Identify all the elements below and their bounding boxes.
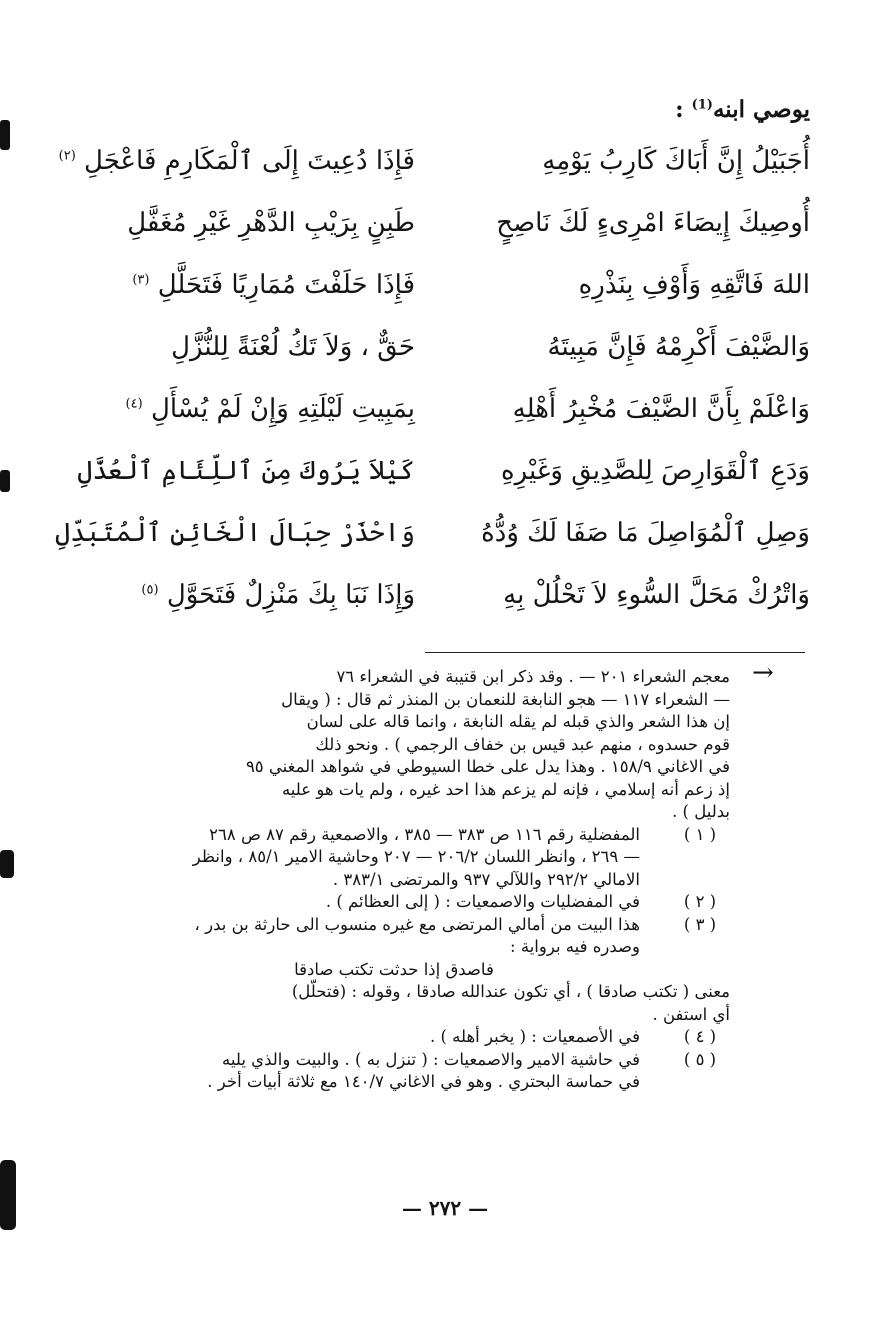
footnote-line: معجم الشعراء ٢٠١ — . وقد ذكر ابن قتيبة في الشعراء ٧٦ — [336, 667, 730, 686]
footnote-line: الامالي ٢٩٢/٢ واللآلي ٩٣٧ والمرتضى ٣٨٣/١ . — [332, 869, 640, 889]
scan-edge-mark — [0, 120, 10, 150]
first-hemistich: وَصِلِ ٱلْمُوَاصِلَ مَا صَفَا لَكَ وُدُّهُ — [481, 518, 810, 548]
second-hemistich — [55, 518, 415, 548]
verse — [60, 572, 810, 634]
first-hemistich: وَالضَّيْفَ أَكْرِمْهُ فَإِنَّ مَبِيتَهُ — [547, 332, 810, 362]
second-hemistich — [70, 270, 415, 300]
footnote-separator — [425, 652, 805, 653]
footnote-line: قوم حسدوه ، منهم عبد قيس بن خفاف الرجمي ) . ونحو ذلك — [315, 734, 730, 754]
footnotes — [58, 666, 730, 1094]
footnote-line: في المفضليات والاصمعيات : ( إلى العظائم ) . — [325, 892, 640, 911]
footnote-3 — [58, 914, 730, 959]
first-hemistich: وَاعْلَمْ بِأَنَّ الضَّيْفَ مُخْبِرُ أَهْلِهِ — [512, 394, 810, 424]
first-hemistich: وَدَعِ ٱلْقَوَارِصَ لِلصَّدِيقِ وَغَيْرِهِ — [500, 456, 810, 486]
second-hemistich-text: وَاحْذَرْ حِبَالَ الْخَائِنِ ٱلْمُتَبَدِّلِ — [55, 518, 415, 548]
verse-footnote-ref: (٢) — [58, 148, 76, 164]
poem — [55, 138, 810, 634]
verse-footnote-ref: (٥) — [141, 582, 159, 598]
footnote-line: وصدره فيه برواية : — [510, 937, 640, 956]
footnote-number: ( ١ ) — [683, 824, 717, 844]
footnote-continuation — [58, 666, 730, 824]
footnote-1 — [58, 824, 730, 892]
footnote-line: إن هذا الشعر والذي قبله لم يقله النابغة ، وانما قاله على لسان — [306, 712, 730, 731]
second-hemistich — [70, 456, 415, 486]
verse-footnote-ref: (٣) — [132, 272, 150, 288]
verse-footnote-ref: (٤) — [125, 396, 143, 412]
second-hemistich — [58, 146, 415, 176]
second-hemistich — [70, 394, 415, 424]
verse — [60, 262, 810, 324]
verse — [55, 510, 810, 572]
footnote-line: في الأصمعيات : ( يخبر أهله ) . — [430, 1027, 640, 1046]
verse — [60, 448, 810, 510]
verse — [60, 200, 810, 262]
footnote-number: ( ٥ ) — [683, 1049, 717, 1069]
footnote-line: أي استفن . — [652, 1004, 730, 1024]
footnote-line: — الشعراء ١١٧ — هجو النابغة للنعمان بن المنذر ثم قال : ( ويقال — [281, 689, 730, 709]
second-hemistich-text: فَإِذَا دُعِيتَ إِلَى ٱلْمَكَارِمِ فَاعْجَلِ — [84, 146, 415, 176]
second-hemistich — [70, 208, 415, 238]
second-hemistich-text: طَبِنٍ بِرَيْبِ الدَّهْرِ غَيْرِ مُغَفَّلِ — [127, 208, 415, 238]
footnote-line: معنى ( تكتب صادقا ) ، أي تكون عندالله صادقا ، وقوله : (فتحلّل) — [291, 982, 730, 1001]
continuation-arrow-icon: → — [752, 658, 774, 688]
scan-edge-mark — [0, 470, 10, 492]
footnote-line: — ٢٦٩ ، وانظر اللسان ٢٠٦/٢ — ٢٠٧ وحاشية الامير ٨٥/١ ، وانظر — [192, 847, 640, 866]
scan-edge-mark — [0, 850, 14, 878]
first-hemistich: أُجَبَيْلُ إِنَّ أَبَاكَ كَارِبُ يَوْمِهِ — [542, 146, 810, 176]
footnote-number: ( ٣ ) — [683, 914, 717, 934]
second-hemistich-text: وَإِذَا نَبَا بِكَ مَنْزِلٌ فَتَحَوَّلِ — [166, 580, 415, 610]
footnote-3-quote: فاصدق إذا حدثت تكتب صادقا — [294, 959, 494, 979]
footnote-2 — [58, 891, 730, 914]
footnote-line: في حاشية الامير والاصمعيات : ( تنزل به ) . والبيت والذي يليه — [222, 1049, 640, 1069]
second-hemistich-text: بِمَبِيتِ لَيْلَتِهِ وَإِنْ لَمْ يُسْأَلِ — [150, 394, 415, 424]
poem-introduction — [410, 96, 810, 123]
footnote-line: المفضلية رقم ١١٦ ص ٣٨٣ — ٣٨٥ ، والاصمعية رقم ٨٧ ص ٢٦٨ — [209, 824, 640, 844]
second-hemistich — [70, 332, 415, 362]
footnote-3-continued — [58, 981, 730, 1026]
intro-footnote-ref: (1) — [691, 97, 713, 113]
footnote-5 — [58, 1049, 730, 1094]
second-hemistich-text: حَقٌّ ، وَلاَ تَكُ لُعْنَةً لِلنُّزَّلِ — [171, 332, 415, 362]
first-hemistich: اللهَ فَاتَّقِهِ وَأَوْفِ بِنَذْرِهِ — [578, 270, 810, 300]
footnote-number: ( ٤ ) — [683, 1027, 717, 1046]
second-hemistich — [70, 580, 415, 610]
verse — [60, 324, 810, 386]
footnote-line: بدليل ) . — [672, 802, 730, 821]
second-hemistich-text: فَإِذَا حَلَفْتَ مُمَارِيًا فَتَحَلَّلِ — [157, 270, 415, 300]
footnote-line: في حماسة البحتري . وهو في الاغاني ١٤٠/٧ مع ثلاثة أبيات أخر . — [207, 1072, 640, 1091]
first-hemistich: أُوصِيكَ إِيصَاءَ امْرِىءٍ لَكَ نَاصِحٍ — [496, 208, 810, 238]
page-number: — ٢٧٢ — — [401, 1196, 489, 1220]
intro-text: يوصي ابنه — [712, 96, 810, 123]
footnote-4 — [58, 1026, 730, 1049]
intro-colon: : — [675, 96, 692, 123]
footnote-number: ( ٢ ) — [683, 892, 717, 911]
first-hemistich: وَاتْرُكْ مَحَلَّ السُّوءِ لاَ تَحْلُلْ بِهِ — [503, 580, 810, 610]
footnote-line: في الاغاني ١٥٨/٩ . وهذا يدل على خطا السيوطي في شواهد المغني ٩٥ — [245, 757, 730, 776]
scan-edge-mark — [0, 1160, 16, 1230]
second-hemistich-text: كَيْلاَ يَرُوكَ مِنَ ٱللِّئَامِ ٱلْعُذَّلِ — [77, 456, 415, 486]
verse — [60, 138, 810, 200]
footnote-line: هذا البيت من أمالي المرتضى مع غيره منسوب الى حارثة بن بدر ، — [194, 914, 640, 934]
footnote-line: إذ زعم أنه إسلامي ، فإنه لم يزعم هذا احد غيره ، ولم يات هو عليه — [281, 779, 730, 799]
verse — [60, 386, 810, 448]
